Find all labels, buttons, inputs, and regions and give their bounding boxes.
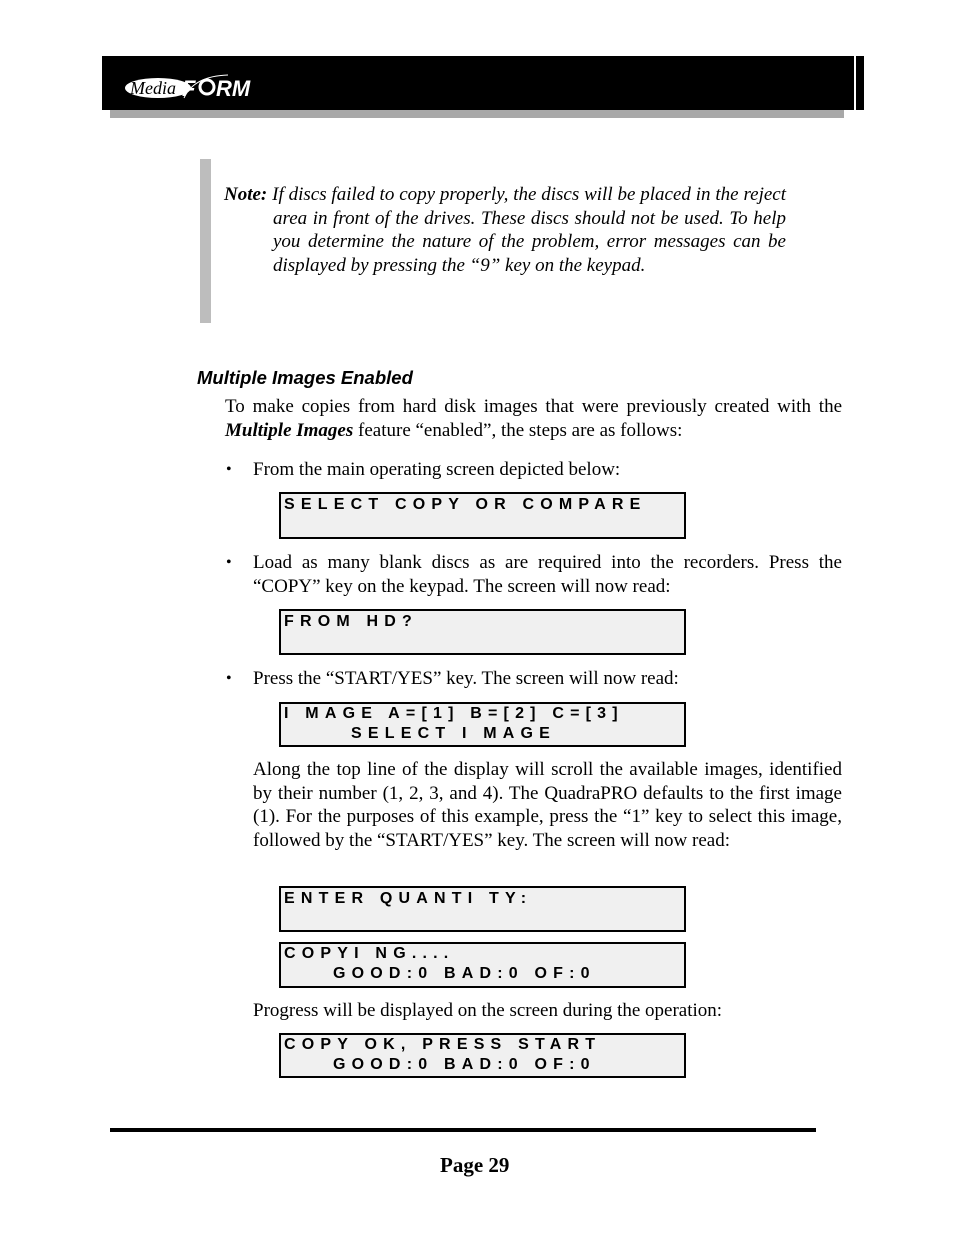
note-text [224, 183, 786, 277]
step-2-text: Load as many blank discs as are required into the recorders. Press the “COPY” key on the keypad. The screen will now read: [253, 552, 842, 597]
lcd-display-copying [279, 942, 686, 988]
lcd-line-1: COPYI NG.... [284, 945, 455, 962]
intro-text-start: To make copies from hard disk images that were previously created with the [225, 396, 842, 417]
header-divider [854, 56, 856, 110]
lcd-line-2 [281, 515, 684, 535]
lcd-display-copy-ok [279, 1033, 686, 1078]
lcd-line-2 [281, 909, 684, 929]
lcd-display-select-copy [279, 492, 686, 539]
svg-text:Media: Media [130, 78, 176, 98]
lcd-line-1: SELECT COPY OR COMPARE [284, 496, 647, 513]
intro-paragraph [225, 395, 842, 442]
lcd-display-select-image [279, 702, 686, 747]
step-1-text: From the main operating screen depicted below: [253, 459, 621, 480]
note-label: Note: [224, 184, 268, 205]
mediaform-logo [124, 74, 254, 100]
lcd-line-1: COPY OK, PRESS START [284, 1036, 602, 1053]
note-block [224, 183, 786, 277]
footer-rule [110, 1128, 816, 1132]
lcd-line-2: GOOD:0 BAD:0 OF:0 [333, 1056, 596, 1073]
intro-emphasis: Multiple Images [225, 419, 354, 441]
lcd-line-1: FROM HD? [284, 613, 419, 630]
lcd-display-from-hd [279, 609, 686, 655]
progress-paragraph: Progress will be displayed on the screen during the operation: [253, 1000, 723, 1021]
svg-text:F: F [182, 76, 196, 100]
document-revision: Document Revision: 070102 [704, 80, 831, 92]
lcd-line-2: SELECT I MAGE [351, 725, 557, 742]
lcd-line-1: I MAGE A=[1] B=[2] C=[3] [284, 705, 624, 722]
step-3-text: Press the “START/YES” key. The screen will now read: [253, 668, 679, 689]
document-title: DVD-QuadraPRO LX Operator’s Guide [334, 75, 595, 91]
lcd-display-enter-quantity [279, 886, 686, 932]
bullet-icon: • [226, 670, 232, 687]
bullet-icon: • [226, 461, 232, 478]
lcd-line-2 [281, 632, 684, 652]
note-body: If discs failed to copy properly, the discs will be placed in the reject area in front of the drives. These discs should not be used. To help you determine the nature of the problem, error messages can be displayed by pressing the “9” key on the keypad. [272, 184, 786, 276]
intro-text-end: feature “enabled”, the steps are as follows: [353, 419, 683, 441]
lcd-line-2: GOOD:0 BAD:0 OF:0 [333, 965, 596, 982]
bullet-icon: • [226, 554, 232, 571]
note-sidebar [200, 159, 211, 323]
svg-text:RM: RM [216, 76, 251, 100]
lcd-line-1: ENTER QUANTI TY: [284, 890, 533, 907]
section-heading: Multiple Images Enabled [197, 367, 413, 388]
header-bar-end [836, 56, 864, 110]
along-paragraph: Along the top line of the display will scroll the available images, identified by their number (1, 2, 3, and 4). The QuadraPRO defaults to the first image (1). For the purposes of this example, press the “1” key to select this image, followed by the “START/YES” key. The screen will now read: [253, 759, 842, 851]
page-number: Page 29 [440, 1153, 510, 1177]
